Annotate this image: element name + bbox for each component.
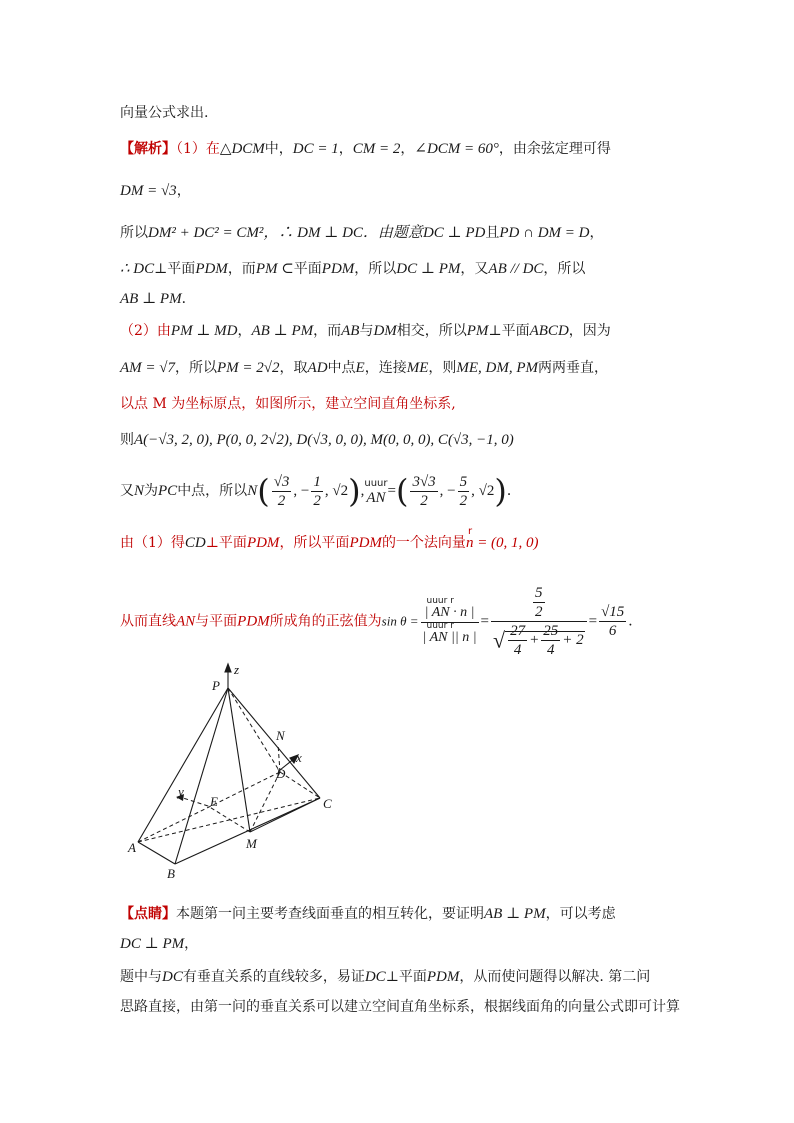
text: ，连接 <box>364 360 407 376</box>
paren-close: ) <box>494 472 507 510</box>
text: 2 <box>535 604 543 620</box>
text: n = (0, 1, 0) <box>465 535 539 551</box>
text: 所成角的正弦值为 <box>269 613 382 630</box>
text: AN <box>366 490 386 506</box>
text: 题中与 <box>120 969 162 985</box>
text: 3√3 <box>412 473 436 490</box>
edge-me <box>208 806 250 832</box>
paren-close: ) <box>348 472 361 510</box>
vector-mark: uuur r <box>426 596 454 606</box>
text: 2 <box>277 492 286 509</box>
analysis-line-10 <box>120 466 521 516</box>
analysis-bracket: 【解析】 <box>120 141 176 157</box>
comment-line-4 <box>120 996 680 1018</box>
analysis-line-8 <box>120 393 456 415</box>
text: , √2 <box>324 483 349 499</box>
text: CD <box>184 535 206 551</box>
analysis-line-7 <box>120 357 608 379</box>
text: ，从而使问题得以解决. 第二问 <box>459 969 651 985</box>
text: 中点 <box>327 360 356 376</box>
text: N <box>134 483 145 499</box>
analysis-line-3 <box>120 222 604 244</box>
text: PDM <box>426 969 460 985</box>
text: 6 <box>608 623 617 639</box>
text: , √2 <box>471 483 495 499</box>
text: PC <box>158 483 178 499</box>
vector-an <box>364 477 387 505</box>
edge-dc <box>280 772 320 798</box>
text: 为 <box>144 483 159 499</box>
triangle-dcm: △DCM <box>219 141 265 157</box>
text: 中， <box>264 141 293 157</box>
text: + <box>529 631 540 648</box>
text: ， <box>184 936 199 952</box>
analysis-line-11 <box>120 526 539 554</box>
vector-mark: uuur <box>364 478 388 489</box>
part1-label: （1）在 <box>176 141 220 157</box>
edge-pd <box>228 688 280 772</box>
pyramid-figure <box>120 660 350 885</box>
text: ，所以平面 <box>279 535 350 551</box>
analysis-line-1 <box>120 138 611 160</box>
text: 则 <box>120 432 134 448</box>
solid-edges <box>138 664 320 864</box>
text: ABCD <box>529 323 569 339</box>
text: PDM <box>237 613 270 630</box>
text: ，所以 <box>175 360 218 376</box>
comment-line-1 <box>120 903 616 925</box>
coord-system-text: 以点 M 为坐标原点，如图所示，建立空间直角坐标系, <box>120 396 456 412</box>
analysis-line-4 <box>120 258 585 280</box>
text: ME, DM, PM <box>456 360 539 376</box>
edge-pb <box>175 688 228 864</box>
text: = <box>387 483 396 499</box>
text: AB ⊥ PM <box>251 323 314 339</box>
text: AB ⊥ PM <box>484 906 546 922</box>
text: 相交，所以 <box>396 323 467 339</box>
text: = <box>480 613 490 630</box>
text: √3 <box>273 473 290 490</box>
text: ⊥平面 <box>205 535 247 551</box>
text: | AN || n | <box>422 630 477 645</box>
text: ． <box>181 291 196 307</box>
edge-pa <box>138 688 228 842</box>
text: √15 <box>601 604 625 620</box>
text: 2 <box>459 492 468 509</box>
text: 的一个法向量 <box>381 535 466 551</box>
text: PM <box>466 323 489 339</box>
frac-n-2 <box>311 473 323 510</box>
text: + 2 <box>562 631 584 648</box>
text: 1 <box>313 473 321 490</box>
frac-25-4 <box>541 622 560 659</box>
text: 2 <box>313 492 321 509</box>
text: ，因为 <box>568 323 611 339</box>
label-z: z <box>234 662 240 677</box>
value-numerator <box>491 584 587 622</box>
text: ， <box>400 141 415 157</box>
label-c: C <box>323 796 332 811</box>
sine-denominator <box>421 623 479 647</box>
text: DM <box>373 323 397 339</box>
analysis-line-12 <box>120 584 642 659</box>
sqrt-icon: √ <box>493 627 506 653</box>
text: 5 <box>459 473 468 490</box>
text: 由（1）得 <box>120 535 185 551</box>
label-b: B <box>167 866 175 881</box>
text: AB <box>341 323 360 339</box>
vector-mark: r <box>467 526 473 537</box>
frac-v-2 <box>458 473 470 510</box>
text: ，而 <box>227 261 256 277</box>
text: ，∴ DM ⊥ DC．由题意 <box>263 225 423 241</box>
text: 本题第一问主要考查线面垂直的相互转化，要证明 <box>176 906 484 922</box>
eq-dc: DC = 1 <box>292 141 339 157</box>
text: ，所以 <box>543 261 586 277</box>
text: ，可以考虑 <box>545 906 616 922</box>
comment-bracket: 【点睛】 <box>120 906 176 922</box>
eq-dm: DM = √3 <box>120 183 177 199</box>
eq-ab-perp-pm: AB ⊥ PM <box>120 291 182 307</box>
text: 思路直接，由第一问的垂直关系可以建立空间直角坐标系，根据线面角的向量公式即可计算 <box>120 999 680 1015</box>
text: AD <box>307 360 328 376</box>
edge-mc <box>250 798 320 832</box>
text: PM ⊥ MD <box>170 323 238 339</box>
text: 且 <box>485 225 500 241</box>
label-a: A <box>128 840 136 855</box>
text: ， <box>589 225 604 241</box>
text: PDM <box>246 535 280 551</box>
text: 有垂直关系的直线较多，易证 <box>182 969 365 985</box>
text: ，取 <box>279 360 308 376</box>
z-arrow-icon <box>225 664 231 672</box>
frac-value <box>491 584 587 659</box>
frac-v-1 <box>410 473 437 510</box>
text: ，而 <box>313 323 342 339</box>
frac-result <box>599 603 626 640</box>
analysis-line-6 <box>120 320 611 342</box>
label-e: E <box>210 794 218 809</box>
text: 平面 <box>293 261 322 277</box>
edge-ac <box>138 798 320 842</box>
text: PDM <box>321 261 355 277</box>
analysis-line-5 <box>120 288 196 310</box>
eq-cm: CM = 2 <box>352 141 401 157</box>
text: ME <box>406 360 429 376</box>
text: ⊥平面 <box>385 969 427 985</box>
text: DC ⊥ PM <box>120 936 185 952</box>
text: PDM <box>349 535 382 551</box>
part2-label: （2）由 <box>120 323 171 339</box>
edge-ad <box>138 772 280 842</box>
frac-n-1 <box>272 473 292 510</box>
y-axis-dashed <box>180 797 208 806</box>
text: ⊥平面 <box>488 323 530 339</box>
normal-vector <box>465 526 539 554</box>
text: ， <box>338 141 353 157</box>
text: AB // DC <box>488 261 544 277</box>
text: PM ⊂ <box>255 261 294 277</box>
eq-angle: ∠DCM = 60° <box>414 141 499 157</box>
text: | AN · n | <box>424 605 475 620</box>
vector-mark: uuur r <box>426 621 454 631</box>
eq-intersect: PD ∩ DM = D <box>499 225 590 241</box>
paren-open: ( <box>257 472 270 510</box>
text: 中点，所以 <box>177 483 248 499</box>
comment-line-2 <box>120 933 198 955</box>
intro-line <box>120 102 208 124</box>
text: ∴ DC <box>120 261 155 277</box>
sin-theta: sin θ = <box>381 613 419 629</box>
eq-am: AM = √7 <box>120 360 176 376</box>
text: 27 <box>510 623 526 639</box>
text: ， <box>237 323 252 339</box>
text: 4 <box>513 642 522 658</box>
text: , − <box>293 483 310 499</box>
sqrt-content <box>505 623 585 658</box>
value-denominator <box>491 622 587 659</box>
text: ，由余弦定理可得 <box>498 141 611 157</box>
text: ⊥平面 <box>154 261 196 277</box>
text: 4 <box>546 642 555 658</box>
label-y: y <box>178 784 184 799</box>
text: 所以 <box>120 225 148 241</box>
text: ，又 <box>460 261 489 277</box>
text: DC <box>162 969 183 985</box>
frac-27-4 <box>508 622 527 659</box>
text: 又 <box>120 483 134 499</box>
text: AN <box>176 613 196 630</box>
label-n: N <box>276 728 285 743</box>
text: ，所以 <box>354 261 397 277</box>
text: = <box>588 613 598 630</box>
text: PDM <box>195 261 228 277</box>
text: , <box>360 483 365 499</box>
text: DC ⊥ PM <box>396 261 461 277</box>
text: ． <box>506 483 521 499</box>
coordinates: A(−√3, 2, 0), P(0, 0, 2√2), D(√3, 0, 0), M(0, 0, 0), C(√3, −1, 0) <box>134 432 514 448</box>
text: , − <box>439 483 456 499</box>
label-m: M <box>246 836 257 851</box>
text: 5 <box>535 585 543 601</box>
paren-open: ( <box>395 472 409 510</box>
eq-pythag: DM² + DC² = CM² <box>148 225 264 241</box>
frac-sine <box>421 596 479 647</box>
eq-dc-perp-pd: DC ⊥ PD <box>422 225 486 241</box>
intro-text: 向量公式求出. <box>120 105 209 121</box>
comment-line-3 <box>120 966 650 988</box>
text: N <box>247 483 258 499</box>
label-d: D <box>276 766 286 781</box>
text: E <box>355 360 365 376</box>
text: 25 <box>543 623 559 639</box>
eq-pm: PM = 2√2 <box>217 360 280 376</box>
text: 2 <box>420 492 428 509</box>
text: 两两垂直， <box>538 360 609 376</box>
analysis-line-2 <box>120 180 191 202</box>
text: ，则 <box>428 360 457 376</box>
text: DC <box>364 969 386 985</box>
label-x: x <box>296 750 302 765</box>
text: ， <box>176 183 191 199</box>
text: 与 <box>359 323 374 339</box>
label-p: P <box>212 678 220 693</box>
text: ． <box>628 613 643 630</box>
text: 与平面 <box>195 613 238 630</box>
edge-ab <box>138 842 175 864</box>
analysis-line-9 <box>120 429 514 451</box>
text: 从而直线 <box>120 613 176 630</box>
frac-5-2 <box>533 584 545 621</box>
